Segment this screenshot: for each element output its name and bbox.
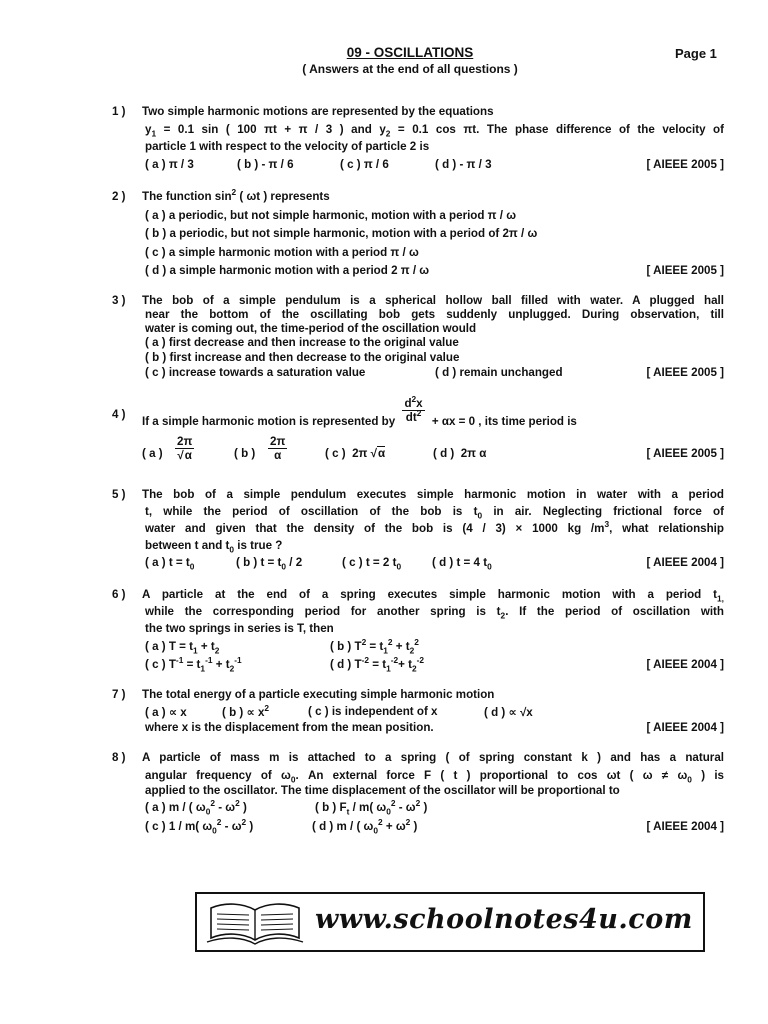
option-b[interactable]: ( b ) $T^2 = t_1^2 + t_2^2$ bbox=[330, 637, 419, 656]
exam-tag: [ AIEEE 2004 ] bbox=[646, 820, 724, 833]
option-b[interactable]: ( b ) a periodic, but not simple harmonic, motion with a period of 2π / ω bbox=[145, 227, 538, 240]
option-a[interactable]: ( a ) m / ( $\omega_0^2 - \omega^2$ ) bbox=[145, 798, 247, 817]
option-b[interactable]: ( b ) - π / 6 bbox=[237, 158, 294, 171]
option-d[interactable]: ( d ) $T^{-2} = t_1^{-2}+ t_2^{-2}$ bbox=[330, 655, 425, 674]
question-text: t, while the period of oscillation of the bob is $t_0$ in air. Neglecting frictional force of bbox=[145, 505, 724, 521]
option-b[interactable]: ( b ) ∝ $x^2$ bbox=[222, 703, 270, 719]
question-text: The bob of a simple pendulum executes simple harmonic motion in water with a period bbox=[142, 488, 724, 501]
option-a[interactable]: ( a ) $T = t_1 + t_2$ bbox=[145, 640, 220, 656]
option-c[interactable]: ( c ) increase towards a saturation value bbox=[145, 366, 366, 379]
question-text: between t and $t_0$ is true ? bbox=[145, 539, 283, 555]
question-number: 2 ) bbox=[112, 190, 126, 203]
question-text: A particle of mass m is attached to a spring ( of spring constant k ) and has a natural bbox=[142, 751, 724, 764]
option-b-label: ( b ) bbox=[234, 447, 256, 460]
option-d[interactable]: ( d ) a simple harmonic motion with a period 2 π / ω bbox=[145, 264, 430, 277]
question-text: while the corresponding period for another spring is $t_2$. If the period of oscillation with bbox=[145, 605, 724, 621]
page-number: Page 1 bbox=[675, 46, 717, 61]
question-number: 1 ) bbox=[112, 105, 126, 118]
exam-tag: [ AIEEE 2005 ] bbox=[646, 366, 724, 379]
question-text: water and given that the density of the bob is (4 / 3) × 1000 kg $/m^3$, what relationship bbox=[145, 519, 724, 535]
exam-tag: [ AIEEE 2005 ] bbox=[646, 447, 724, 460]
option-d[interactable]: ( d ) m / ( $\omega_0^2 + \omega^2$ ) bbox=[312, 817, 418, 836]
option-c[interactable]: ( c ) 1 / m( $\omega_0^2 - \omega^2$ ) bbox=[145, 817, 254, 836]
exam-tag: [ AIEEE 2005 ] bbox=[646, 158, 724, 171]
question-text: A particle at the end of a spring executes simple harmonic motion with a period $t_{1,}$ bbox=[142, 588, 724, 604]
option-b[interactable]: ( b ) first increase and then decrease to the original value bbox=[145, 351, 460, 364]
option-a[interactable]: ( a ) $t = t_0$ bbox=[145, 556, 195, 572]
question-text: water is coming out, the time-period of the oscillation would bbox=[145, 322, 477, 335]
option-a[interactable]: ( a ) a periodic, but not simple harmonic, motion with a period π / ω bbox=[145, 209, 517, 222]
option-c[interactable]: ( c ) a simple harmonic motion with a period π / ω bbox=[145, 246, 419, 259]
exam-tag: [ AIEEE 2004 ] bbox=[646, 556, 724, 569]
open-book-icon bbox=[205, 898, 305, 948]
option-d[interactable]: ( d ) ∝ √x bbox=[484, 706, 533, 719]
exam-tag: [ AIEEE 2004 ] bbox=[646, 721, 724, 734]
page-title: 09 - OSCILLATIONS bbox=[346, 45, 474, 60]
option-c[interactable]: ( c ) $T^{-1} = t_1^{-1} + t_2^{-1}$ bbox=[145, 655, 242, 674]
question-number: 5 ) bbox=[112, 488, 126, 501]
option-c[interactable]: ( c ) is independent of x bbox=[308, 705, 438, 718]
question-number: 4 ) bbox=[112, 408, 126, 421]
question-equation: $y_1 = 0.1$ sin ( 100 πt + π / 3 ) and $y_2 = 0.1$ cos πt. The phase difference of the velocity of bbox=[145, 123, 724, 139]
option-d[interactable]: ( d ) remain unchanged bbox=[435, 366, 563, 379]
question-text: If a simple harmonic motion is represented by $\frac{d^2x}{dt^2}$ + αx = 0 , its time period is bbox=[142, 394, 577, 428]
exam-tag: [ AIEEE 2005 ] bbox=[646, 264, 724, 277]
option-b[interactable]: ( b ) $F_t / m$( $\omega_0^2 - \omega^2$ ) bbox=[315, 798, 428, 817]
question-number: 6 ) bbox=[112, 588, 126, 601]
question-text: The bob of a simple pendulum is a spherical hollow ball filled with water. A plugged hall bbox=[142, 294, 724, 307]
question-text: The total energy of a particle executing simple harmonic motion bbox=[142, 688, 495, 701]
footer-logo bbox=[195, 892, 705, 952]
option-d[interactable]: ( d ) 2π α bbox=[433, 447, 487, 460]
question-text: Two simple harmonic motions are represented by the equations bbox=[142, 105, 494, 118]
option-b[interactable]: $\frac{2\pi}{\alpha}$ bbox=[270, 435, 286, 463]
question-text: where x is the displacement from the mean position. bbox=[145, 721, 434, 734]
page-subtitle: ( Answers at the end of all questions ) bbox=[302, 62, 518, 76]
question-text: particle 1 with respect to the velocity of particle 2 is bbox=[145, 140, 430, 153]
option-d[interactable]: ( d ) - π / 3 bbox=[435, 158, 492, 171]
option-a-label: ( a ) bbox=[142, 447, 163, 460]
website-url[interactable]: www.schoolnotes4u.com bbox=[315, 904, 693, 935]
question-number: 8 ) bbox=[112, 751, 126, 764]
question-text: the two springs in series is T, then bbox=[145, 622, 334, 635]
question-text: applied to the oscillator. The time displacement of the oscillator will be proportional to bbox=[145, 784, 620, 797]
equation-fraction: $\frac{d^2x}{dt^2}$ bbox=[404, 394, 423, 425]
option-a[interactable]: ( a ) ∝ x bbox=[145, 706, 187, 719]
option-c[interactable]: ( c ) t = 2 $t_0$ bbox=[342, 556, 402, 572]
exam-tag: [ AIEEE 2004 ] bbox=[646, 658, 724, 671]
question-text: The function $\sin^2$ ( ωt ) represents bbox=[142, 187, 330, 203]
option-a[interactable]: ( a ) first decrease and then increase to the original value bbox=[145, 336, 459, 349]
question-text: near the bottom of the oscillating bob gets suddenly unplugged. During observation, till bbox=[145, 308, 724, 321]
option-a[interactable]: $\frac{2\pi}{√\alpha}$ bbox=[177, 435, 193, 463]
option-a[interactable]: ( a ) π / 3 bbox=[145, 158, 194, 171]
question-text: angular frequency of $\omega_0$. An external force F ( t ) proportional to cos ωt ( $\omega \ne \omega_0$ ) is bbox=[145, 769, 724, 785]
option-c[interactable]: ( c ) π / 6 bbox=[340, 158, 389, 171]
option-b[interactable]: ( b ) $t = t_0 / 2$ bbox=[236, 556, 303, 572]
option-d[interactable]: ( d ) t = 4 $t_0$ bbox=[432, 556, 492, 572]
option-c[interactable]: ( c ) 2π √α bbox=[325, 447, 386, 460]
question-number: 7 ) bbox=[112, 688, 126, 701]
question-number: 3 ) bbox=[112, 294, 126, 307]
